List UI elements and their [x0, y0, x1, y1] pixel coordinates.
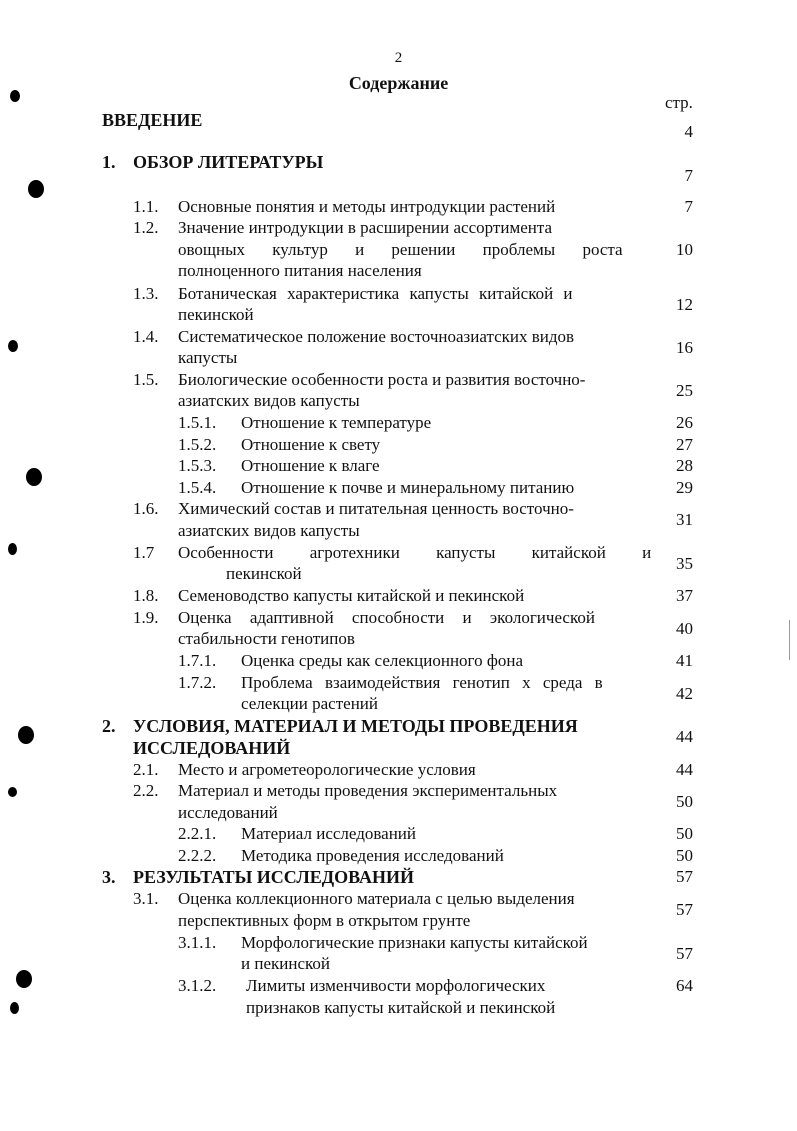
toc-number: 3. [102, 867, 116, 887]
toc-page: 41 [676, 651, 693, 670]
toc-item: Методика проведения исследований [241, 846, 504, 865]
toc-item: Химический состав и питательная ценность восточно- [178, 499, 574, 518]
toc-item: Семеноводство капусты китайской и пекинской [178, 586, 525, 605]
toc-page: 42 [676, 684, 693, 703]
toc-number: 1.7.1. [178, 651, 217, 670]
page-title: Содержание [348, 73, 449, 93]
toc-item: Морфологические признаки капусты китайской [241, 933, 588, 952]
toc-page: 16 [676, 338, 693, 357]
toc-item: Основные понятия и методы интродукции растений [178, 197, 556, 216]
toc-number: 1.5.2. [178, 435, 217, 454]
toc-heading: ОБЗОР ЛИТЕРАТУРЫ [133, 152, 324, 172]
toc-number: 2. [102, 716, 116, 736]
toc-item: Отношение к температуре [241, 413, 432, 432]
toc-item: Ботаническая характеристика капусты китайской и [178, 284, 573, 303]
toc-item: Лимиты изменчивости морфологических [246, 976, 546, 995]
toc-page: 57 [676, 944, 693, 963]
toc-page: 7 [684, 166, 693, 185]
toc-item: и пекинской [241, 954, 330, 973]
toc-page: 12 [676, 295, 693, 314]
toc-number: 1. [102, 152, 116, 172]
toc-item: исследований [178, 803, 278, 822]
toc-item: селекции растений [241, 694, 378, 713]
toc-page: 25 [676, 381, 693, 400]
toc-item: Отношение к почве и минеральному питанию [241, 478, 575, 497]
toc-number: 2.2.1. [178, 824, 217, 843]
toc-number: 1.1. [133, 197, 159, 216]
page-number: 2 [394, 50, 403, 66]
toc-number: 1.6. [133, 499, 159, 518]
scan-line [789, 620, 790, 660]
page-column-label: стр. [665, 93, 693, 112]
toc-page: 35 [676, 554, 693, 573]
toc-page: 28 [676, 456, 693, 475]
toc-number: 1.2. [133, 218, 159, 237]
toc-item: Оценка адаптивной способности и экологической [178, 608, 595, 627]
toc-heading: УСЛОВИЯ, МАТЕРИАЛ И МЕТОДЫ ПРОВЕДЕНИЯ [133, 716, 578, 736]
toc-page: 26 [676, 413, 693, 432]
toc-item: стабильности генотипов [178, 629, 355, 648]
toc-page: 50 [676, 792, 693, 811]
toc-number: 1.8. [133, 586, 159, 605]
toc-page: 44 [676, 760, 693, 779]
toc-item: перспективных форм в открытом грунте [178, 911, 471, 930]
toc-page: 31 [676, 510, 693, 529]
toc-number: 2.1. [133, 760, 159, 779]
scan-hole [16, 970, 32, 988]
toc-item: Отношение к влаге [241, 456, 380, 475]
toc-item: Материал исследований [241, 824, 417, 843]
toc-item: Биологические особенности роста и развития восточно- [178, 370, 586, 389]
toc-number: 1.5.4. [178, 478, 217, 497]
scan-hole [8, 340, 18, 352]
scan-hole [8, 543, 17, 555]
toc-heading: РЕЗУЛЬТАТЫ ИССЛЕДОВАНИЙ [133, 867, 415, 887]
toc-number: 1.4. [133, 327, 159, 346]
toc-item: признаков капусты китайской и пекинской [246, 998, 556, 1017]
toc-item: Особенности агротехники капусты китайской и [178, 543, 652, 562]
toc-number: 1.5. [133, 370, 159, 389]
toc-number: 1.5.1. [178, 413, 217, 432]
toc-heading-introduction: ВВЕДЕНИЕ [102, 110, 203, 130]
scan-hole [18, 726, 34, 744]
toc-page: 27 [676, 435, 693, 454]
scan-hole [26, 468, 42, 486]
toc-item: Оценка коллекционного материала с целью выделения [178, 889, 575, 908]
toc-item: Место и агрометеорологические условия [178, 760, 476, 779]
scan-hole [10, 1002, 19, 1014]
toc-number: 1.7.2. [178, 673, 217, 692]
scan-hole [28, 180, 44, 198]
toc-number: 2.2.2. [178, 846, 217, 865]
toc-item: Систематическое положение восточноазиатских видов [178, 327, 575, 346]
toc-number: 3.1.2. [178, 976, 217, 995]
toc-item: Проблема взаимодействия генотип х среда в [241, 673, 603, 692]
toc-page: 10 [676, 240, 693, 259]
toc-number: 2.2. [133, 781, 159, 800]
toc-number: 1.9. [133, 608, 159, 627]
toc-page: 7 [684, 197, 693, 216]
toc-item: пекинской [178, 305, 254, 324]
toc-item: пекинской [226, 564, 302, 583]
toc-page: 37 [676, 586, 693, 605]
toc-item: полноценного питания населения [178, 261, 422, 280]
toc-page: 57 [676, 867, 693, 886]
toc-item: Материал и методы проведения экспериментальных [178, 781, 558, 800]
toc-number: 3.1. [133, 889, 159, 908]
toc-page: 29 [676, 478, 693, 497]
toc-item: капусты [178, 348, 238, 367]
toc-page: 64 [676, 976, 693, 995]
toc-number: 1.5.3. [178, 456, 217, 475]
toc-item: азиатских видов капусты [178, 391, 360, 410]
toc-page: 4 [684, 122, 693, 141]
toc-item: Оценка среды как селекционного фона [241, 651, 523, 670]
toc-page: 57 [676, 900, 693, 919]
toc-item: овощных культур и решении проблемы роста [178, 240, 623, 259]
toc-number: 1.3. [133, 284, 159, 303]
toc-item: Отношение к свету [241, 435, 381, 454]
toc-page: 44 [676, 727, 693, 746]
toc-number: 1.7 [133, 543, 155, 562]
toc-page: 40 [676, 619, 693, 638]
scan-hole [8, 787, 17, 797]
toc-item: азиатских видов капусты [178, 521, 360, 540]
toc-heading: ИССЛЕДОВАНИЙ [133, 738, 291, 758]
toc-number: 3.1.1. [178, 933, 217, 952]
toc-page: 50 [676, 846, 693, 865]
toc-item: Значение интродукции в расширении ассортимента [178, 218, 553, 237]
toc-page: 50 [676, 824, 693, 843]
